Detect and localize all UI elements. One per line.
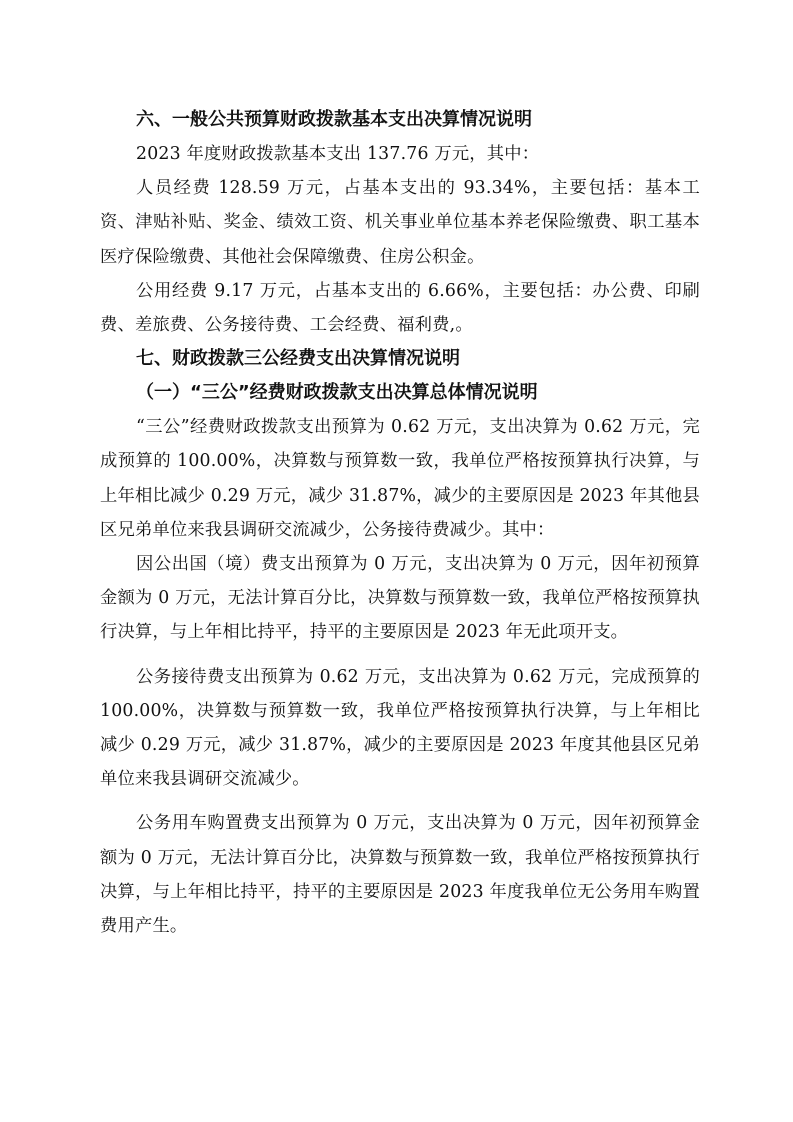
section-7-paragraph-reception: 公务接待费支出预算为 0.62 万元，支出决算为 0.62 万元，完成预算的 100.00%，决算数与预算数一致，我单位严格按预算执行决算，与上年相比减少 0.29 万元，减少 31.87%，减少的主要原因是 2023 年度其他县区兄弟单位来我县调研交流减少。 [100,666,700,790]
section-6-paragraph-personnel: 人员经费 128.59 万元，占基本支出的 93.34%，主要包括：基本工资、津贴补贴、奖金、绩效工资、机关事业单位基本养老保险缴费、职工基本医疗保险缴费、其他社会保障缴费、住房公积金。 [100,178,700,267]
section-6-paragraph-total: 2023 年度财政拨款基本支出 137.76 万元，其中： [136,144,540,164]
section-7-subheading-1: （一）“三公”经费财政拨款支出决算总体情况说明 [136,382,538,404]
section-7-paragraph-overseas: 因公出国（境）费支出预算为 0 万元，支出决算为 0 万元，因年初预算金额为 0 万元，无法计算百分比，决算数与预算数一致，我单位严格按预算执行决算，与上年相比持平，持平的主要原因是 2023 年无此项开支。 [100,554,700,643]
section-7-paragraph-overview: “三公”经费财政拨款支出预算为 0.62 万元，支出决算为 0.62 万元，完成预算的 100.00%，决算数与预算数一致，我单位严格按预算执行决算，与上年相比减少 0.29 万元，减少 31.87%，减少的主要原因是 2023 年其他县区兄弟单位来我县调研交流减少，公务接待费减少。其中： [100,417,700,540]
section-7-heading: 七、财政拨款三公经费支出决算情况说明 [136,348,460,370]
paragraph-gap [100,796,700,806]
section-6-paragraph-public: 公用经费 9.17 万元，占基本支出的 6.66%，主要包括：办公费、印刷费、差旅费、公务接待费、工会经费、福利费,。 [100,280,700,336]
section-6-heading: 六、一般公共预算财政拨款基本支出决算情况说明 [136,109,532,130]
paragraph-gap [100,650,700,660]
document-body [100,103,700,943]
section-7-paragraph-vehicle: 公务用车购置费支出预算为 0 万元，支出决算为 0 万元，因年初预算金额为 0 万元，无法计算百分比，决算数与预算数一致，我单位严格按预算执行决算，与上年相比持平，持平的主要原因是 2023 年度我单位无公务用车购置费用产生。 [100,813,700,937]
